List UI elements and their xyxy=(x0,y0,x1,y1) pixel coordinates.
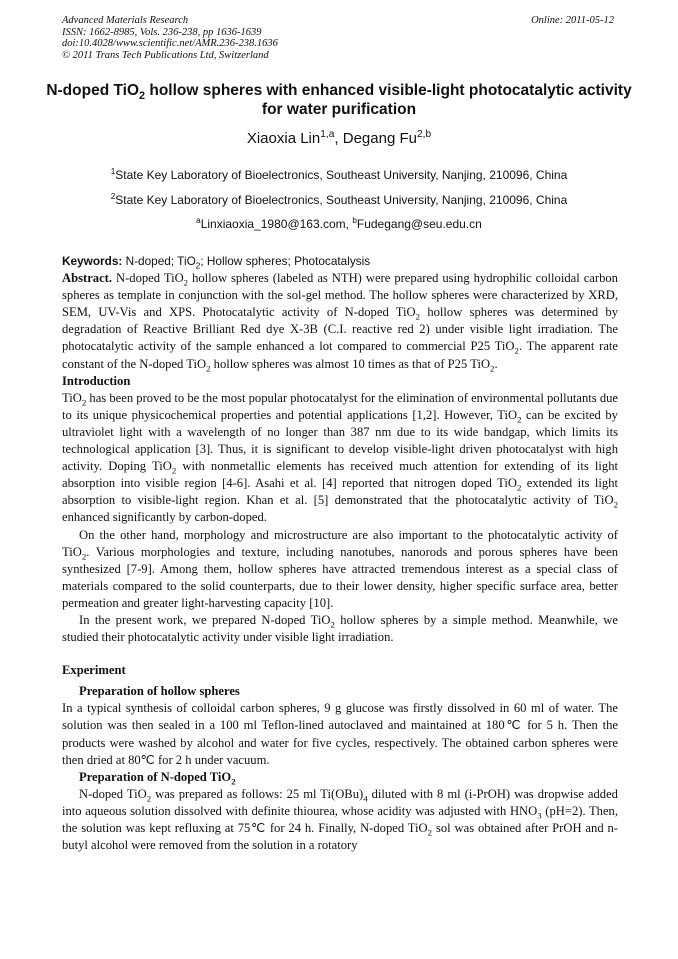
experiment-paragraph-2 xyxy=(62,786,618,854)
author-2-mark: 2,b xyxy=(416,129,432,140)
subscript: 2 xyxy=(514,345,519,356)
email-a-mark: a xyxy=(196,216,201,225)
journal-name: Advanced Materials Research xyxy=(62,15,189,26)
affiliation-1-text: State Key Laboratory of Bioelectronics, Southeast University, Nanjing, 210096, China xyxy=(115,168,568,182)
paragraph-text: hollow spheres by a simple method. Meanwhile, we studied their photocatalytic activity under visible light irradiation. xyxy=(62,612,618,645)
intro-paragraph-2 xyxy=(62,527,618,612)
paragraph-text: In the present work, we prepared N-doped TiO xyxy=(79,612,331,627)
abstract-label: Abstract. xyxy=(62,271,113,286)
paragraph-text: enhanced significantly by carbon-doped. xyxy=(62,510,267,525)
subscript: 2 xyxy=(330,619,335,630)
subscript: 2 xyxy=(231,776,236,787)
paragraph-text: diluted with 8 ml (i-PrOH) was dropwise added into aqueous solution dissolved with definite thiourea, whose acidity was adjusted with HNO xyxy=(62,786,618,818)
abstract-text: . The apparent rate constant of the N-doped TiO xyxy=(62,339,618,371)
keywords-label: Keywords: xyxy=(62,254,123,268)
paragraph-text: TiO xyxy=(62,390,82,405)
subscript: 2 xyxy=(81,551,87,562)
keywords xyxy=(62,253,618,270)
keywords-text: N-doped; TiO xyxy=(122,254,196,268)
subscript: 2 xyxy=(516,482,522,493)
online-date: Online: 2011-05-12 xyxy=(531,15,614,26)
author-emails xyxy=(0,217,678,231)
subscript: 2 xyxy=(415,311,421,322)
paragraph-text: with nonmetallic elements has received much attention for extending of its light absorption into visible region [4-6]. Asahi et al. [4] reported that nitrogen doped TiO xyxy=(62,459,618,491)
author-separator: , xyxy=(334,130,343,147)
paper-body xyxy=(62,253,618,854)
subscript: 2 xyxy=(183,277,189,288)
paper-title xyxy=(40,81,638,119)
affiliation-2 xyxy=(0,193,678,207)
abstract-text: N-doped TiO xyxy=(112,271,184,286)
paragraph-text: (pH=2). Then, the solution was kept refluxing at 75℃ for 24 h. Finally, N-doped TiO xyxy=(62,803,618,835)
subscript: 3 xyxy=(537,810,542,821)
affiliation-1-mark: 1 xyxy=(110,167,116,176)
section-gap xyxy=(62,646,618,662)
intro-paragraph-3 xyxy=(62,612,618,646)
title-subscript: 2 xyxy=(139,90,146,103)
journal-header xyxy=(62,15,618,61)
copyright-line: © 2011 Trans Tech Publications Ltd, Switzerland xyxy=(62,49,269,61)
introduction-heading: Introduction xyxy=(62,373,131,388)
paragraph-text: N-doped TiO xyxy=(79,786,147,801)
experiment-heading: Experiment xyxy=(62,663,126,678)
email-b[interactable]: Fudegang@seu.edu.cn xyxy=(356,217,482,231)
doi-line: doi:10.4028/www.scientific.net/AMR.236-238.1636 xyxy=(62,38,278,49)
paragraph-text: On the other hand, morphology and microstructure are also important to the photocatalytic activity of TiO xyxy=(62,527,618,559)
paragraph-text: extended its light absorption to visible-light region. Khan et al. [5] demonstrated that the photocatalytic activity of TiO xyxy=(62,476,619,508)
subsection-hollow-spheres: Preparation of hollow spheres xyxy=(79,684,240,699)
title-text: N-doped TiO xyxy=(46,82,140,99)
author-2: Degang Fu xyxy=(342,130,417,147)
author-1-mark: 1,a xyxy=(320,129,335,140)
affiliation-2-text: State Key Laboratory of Bioelectronics, Southeast University, Nanjing, 210096, China xyxy=(115,193,568,207)
subsection-n-doped xyxy=(62,769,618,786)
subscript: 2 xyxy=(490,363,495,374)
paragraph-text: can be excited by ultraviolet light with a wavelength of no longer than 387 nm due to its wide bandgap, which limits its technological application [3]. Thus, it is significant to develop visible-light driven photocatalyst with high activity. Doping TiO xyxy=(62,407,618,474)
issn-line: ISSN: 1662-8985, Vols. 236-238, pp 1636-1639 xyxy=(62,26,262,38)
abstract-text: hollow spheres was almost 10 times as that of P25 TiO xyxy=(210,356,491,371)
keywords-text-cont: ; Hollow spheres; Photocatalysis xyxy=(200,254,371,268)
paragraph-text: has been proved to be the most popular photocatalyst for the elimination of environmental pollutants due to its unique physicochemical properties and potential applications [1,2]. However, TiO xyxy=(62,390,618,422)
abstract-text: hollow spheres (labeled as NTH) were prepared using hydrophilic colloidal carbon spheres as template in conjunction with the sol-gel method. The hollow spheres were characterized by XRD, SEM, UV-Vis and XPS. Photocatalytic activity of N-doped TiO xyxy=(62,271,618,320)
intro-paragraph-1 xyxy=(62,390,618,527)
affiliation-2-mark: 2 xyxy=(110,192,116,201)
abstract xyxy=(62,270,618,373)
subscript: 2 xyxy=(81,397,87,408)
subscript: 2 xyxy=(517,414,522,425)
subsection-text: Preparation of N-doped TiO xyxy=(79,769,232,784)
experiment-paragraph-1: In a typical synthesis of colloidal carbon spheres, 9 g glucose was firstly dissolved in 60 ml of water. The solution was then sealed in a 100 ml Teflon-lined autoclaved and maintained at 180℃ for 5 h. Then the products were washed by alcohol and water for five cycles, respectively. The obtained carbon spheres were then dried at 80℃ for 2 h under vacuum. xyxy=(62,701,618,767)
subscript: 2 xyxy=(613,499,618,510)
subscript: 2 xyxy=(171,465,177,476)
subscript: 2 xyxy=(206,363,211,374)
paragraph-text: sol was obtained after PrOH and n-butyl alcohol were removed from the solution in a rotatory xyxy=(62,821,618,853)
keywords-subscript: 2 xyxy=(195,261,201,271)
paragraph-text: was prepared as follows: 25 ml Ti(OBu) xyxy=(151,786,364,801)
subscript: 2 xyxy=(146,793,152,804)
title-text-cont: hollow spheres with enhanced visible-light photocatalytic activity for water purification xyxy=(145,82,632,118)
email-a[interactable]: Linxiaoxia_1980@163.com, xyxy=(200,217,353,231)
author-list xyxy=(0,130,678,147)
author-1: Xiaoxia Lin xyxy=(246,130,321,147)
abstract-text: hollow spheres was determined by degradation of Reactive Brilliant Red dye X-3B (C.I. reactive red 2) under visible light irradiation. The photocatalytic activity of the sample enhanced a lot compared to commercial P25 TiO xyxy=(62,305,618,354)
paragraph-text: . Various morphologies and texture, including nanotubes, nanorods and porous spheres have been synthesized [7-9]. Among them, hollow spheres have attracted tremendous interest as a special class of materials compared to the solid counterparts, due to their lower density, higher specific surface area, better permeation and greater light-harvesting capacity [10]. xyxy=(62,544,618,610)
subscript: 2 xyxy=(427,827,433,838)
subscript: 4 xyxy=(363,793,368,804)
abstract-text: . xyxy=(494,356,498,371)
email-b-mark: b xyxy=(352,216,357,225)
affiliation-1 xyxy=(0,168,678,182)
